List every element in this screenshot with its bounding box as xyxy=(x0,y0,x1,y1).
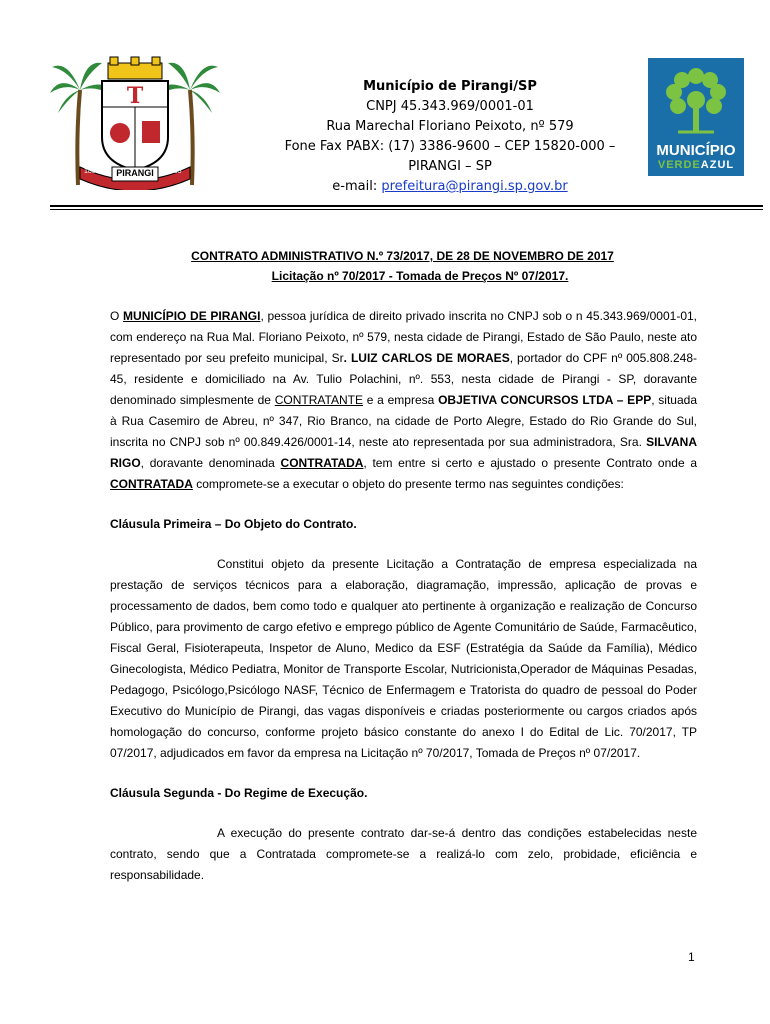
crest-labels xyxy=(50,55,220,190)
tree-heart-icon xyxy=(648,58,744,138)
page-number: 1 xyxy=(688,950,695,964)
address: Rua Marechal Floriano Peixoto, nº 579 xyxy=(326,119,574,134)
contract-title-line2: Licitação nº 70/2017 - Tomada de Preços Nº 07/2017. xyxy=(271,269,569,283)
prefeito-name: . LUIZ CARLOS DE MORAES xyxy=(343,351,510,365)
cnpj: CNPJ 45.343.969/0001-01 xyxy=(366,99,534,114)
email-line xyxy=(250,177,650,197)
intro-text-6: , doravante denominada xyxy=(140,456,281,470)
crest-name: PIRANGI xyxy=(116,168,154,178)
clause2-text: A execução do presente contrato dar-se-á dentro das condições estabelecidas neste contrato, sendo que a Contratada compromete-se a realizá-lo com zelo, probidade, eficiência e responsabilidade. xyxy=(110,826,697,882)
letterhead xyxy=(0,0,770,210)
clause2-heading: Cláusula Segunda - Do Regime de Execução. xyxy=(110,786,368,800)
municipio-name: MUNICÍPIO DE PIRANGI xyxy=(123,309,261,323)
email-label: e-mail: xyxy=(332,179,382,194)
contratada-term: CONTRATADA xyxy=(110,477,193,491)
intro-text-5: , situada à Rua Casemiro de Abreu, nº 347, Rio Branco, na cidade de Porto Alegre, Estado do Rio Grande do Sul, inscrita no CNPJ sob nº 00.849.426/0001-14, neste ato representada por sua administradora, Sra. xyxy=(110,393,698,449)
crest-year-right: 1935 xyxy=(166,168,182,175)
intro-text-8: compromete-se a executar o objeto do presente termo nas seguintes condições: xyxy=(192,477,624,491)
seal-verdeazul xyxy=(648,159,744,171)
contratada-term: CONTRATADA xyxy=(280,456,364,470)
clause1-heading: Cláusula Primeira – Do Objeto do Contrato. xyxy=(110,517,357,531)
seal-municipio: MUNICÍPIO xyxy=(656,142,736,159)
header-rule-thin xyxy=(50,209,763,210)
municipality-name: Município de Pirangi/SP xyxy=(363,79,537,94)
intro-text-4: e a empresa xyxy=(362,393,439,407)
intro-text-2: , pessoa jurídica de direito privado inscrita no CNPJ sob o n 45.343.969/0001-01, com endereço na Rua Mal. Floriano Peixoto, nº 579, nesta cidade de Pirangi, Estado de São Paulo, neste ato representado por seu prefeito municipal, Sr xyxy=(110,309,698,365)
clause1-text: Constitui objeto da presente Licitação a Contratação de empresa especializada na prestação de serviços técnicos para a elaboração, diagramação, impressão, aplicação de provas e processamento de dados, bem como todo e qualquer ato pertinente à organização e realização de Concurso Público, para provimento de cargo efetivo e emprego público de Agente Comunitário de Saúde, Farmacêutico, Fiscal Geral, Fisioterapeuta, Inspetor de Aluno, Medico da ESF (Estratégia da Saúde da Família), Médico Ginecologista, Médico Pediatra, Monitor de Transporte Escolar, Nutricionista,Operador de Máquinas Pesadas, Pedagogo, Psicólogo,Psicólogo NASF, Técnico de Enfermagem e Tratorista do quadro de pessoal do Poder Executivo do Município de Pirangi, das vagas disponíveis e criadas posteriormente ou cargos criados após homologação do concurso, conforme projeto básico constante do anexo I do Edital de Lic. 70/2017, TP 07/2017, adjudicados em favor da empresa na Licitação nº 70/2017, Tomada de Preços nº 07/2017. xyxy=(110,557,697,760)
municipio-verdeazul-seal xyxy=(648,58,744,176)
crest-year-left: 1895 xyxy=(84,168,100,175)
city: PIRANGI – SP xyxy=(408,159,492,174)
intro-text-7: , tem entre si certo e ajustado o presente Contrato onde a xyxy=(363,456,697,470)
header-rule-thick xyxy=(50,205,763,207)
seal-verde: VERDE xyxy=(657,159,701,171)
phone: Fone Fax PABX: (17) 3386-9600 – CEP 15820-000 – xyxy=(284,139,616,154)
municipality-info xyxy=(250,77,650,197)
contratante-term: CONTRATANTE xyxy=(274,393,363,407)
intro-text-1: O xyxy=(110,309,124,323)
seal-azul: AZUL xyxy=(700,159,735,171)
contract-title xyxy=(0,246,770,286)
intro-text-3: , portador do CPF nº 005.808.248-45, residente e domiciliado na Av. Tulio Polachini, nº. 553, nesta cidade de Pirangi - SP, doravante denominado simplesmente de xyxy=(110,351,697,407)
svg-text:T: T xyxy=(126,83,144,109)
empresa-name: OBJETIVA CONCURSOS LTDA – EPP xyxy=(438,393,652,407)
administradora-name: SILVANA RIGO xyxy=(110,435,697,470)
contract-body xyxy=(110,306,697,886)
email-link[interactable]: prefeitura@pirangi.sp.gov.br xyxy=(381,179,568,194)
intro-paragraph xyxy=(110,306,697,495)
contract-title-line1: CONTRATO ADMINISTRATIVO N.º 73/2017, DE 28 DE NOVEMBRO DE 2017 xyxy=(191,249,614,263)
